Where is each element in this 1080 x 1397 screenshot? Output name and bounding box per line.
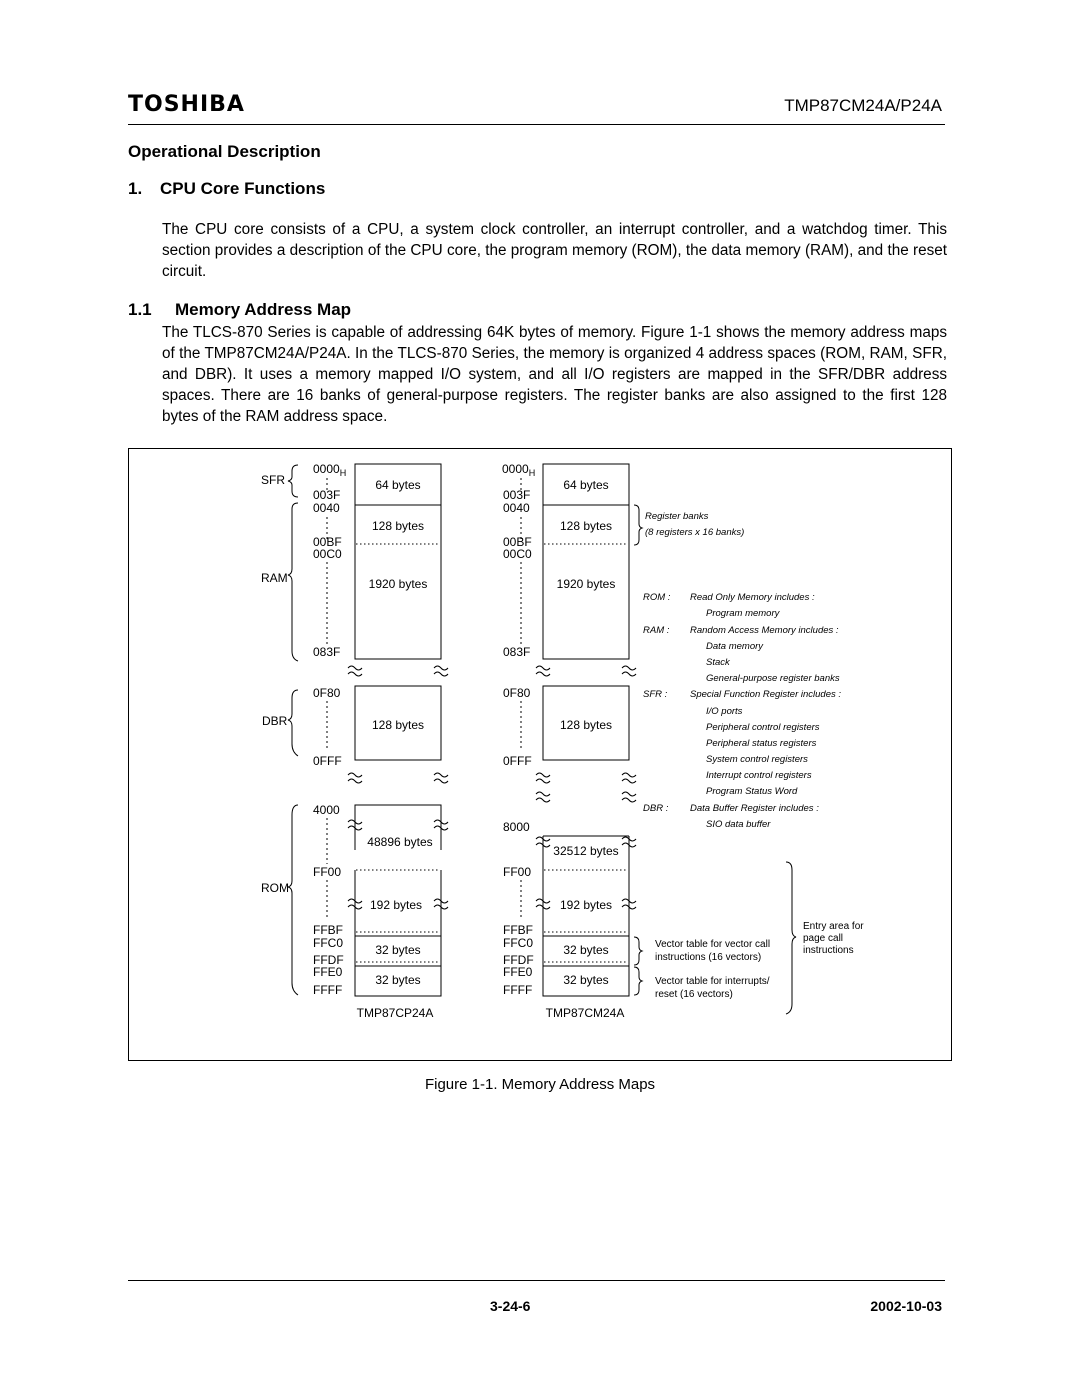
register-banks-brace [634, 505, 642, 545]
addr-8000: 8000 [503, 820, 530, 834]
subsection-title: CPU Core Functions [160, 179, 326, 198]
ram-block [355, 464, 441, 659]
addr-003F: 003F [313, 488, 341, 502]
right-map-name: TMP87CM24A [545, 1006, 625, 1020]
size-32-vector: 32 bytes [375, 943, 421, 957]
legend-ram-desc: Random Access Memory includes : [690, 625, 839, 636]
legend-sfr-item: Peripheral status registers [706, 738, 817, 749]
size-32-interrupt: 32 bytes [563, 973, 609, 987]
addr-003F: 003F [503, 488, 531, 502]
size-rom: 48896 bytes [367, 835, 433, 849]
region-rom-label: ROM [261, 881, 289, 895]
legend-ram-item: General-purpose register banks [706, 673, 840, 684]
subsubsection-title: Memory Address Map [175, 300, 352, 319]
size-128: 128 bytes [371, 519, 425, 533]
ram-block [543, 464, 629, 659]
entry-area-brace [786, 862, 796, 1014]
region-ram-label: RAM [261, 571, 288, 585]
addr-0F80: 0F80 [313, 686, 341, 700]
addr-00BF: 00BF [503, 535, 532, 549]
footer-rule [128, 1280, 945, 1281]
addr-FF00: FF00 [503, 865, 532, 879]
legend-sfr-item: I/O ports [706, 706, 743, 717]
size-32-vector: 32 bytes [563, 943, 609, 957]
addr-FF00: FF00 [313, 865, 342, 879]
memory-legend [643, 592, 841, 830]
legend-ram-key: RAM : [643, 625, 670, 636]
region-sfr-label: SFR [261, 473, 285, 487]
legend-rom-desc: Read Only Memory includes : [690, 592, 815, 603]
left-map-name: TMP87CP24A [356, 1006, 434, 1020]
toshiba-logo: TOSHIBA [128, 92, 245, 117]
addr-FFBF: FFBF [313, 923, 343, 937]
page-number: 3-24-6 [490, 1298, 531, 1314]
region-dbr-label: DBR [262, 714, 288, 728]
addr-FFE0: FFE0 [313, 965, 343, 979]
addr-FFC0: FFC0 [313, 936, 343, 950]
legend-sfr-item: System control registers [706, 754, 808, 765]
legend-ram-item: Data memory [706, 641, 764, 652]
size-dbr: 128 bytes [559, 718, 613, 732]
vector-call-detail: instructions (16 vectors) [655, 952, 762, 963]
register-banks-label: Register banks [645, 511, 709, 522]
legend-rom-item: Program memory [706, 608, 780, 619]
addr-083F: 083F [313, 645, 341, 659]
subsubsection-number: 1.1 [128, 300, 152, 319]
entry-area-label: Entry area for [803, 921, 864, 932]
rom-brace [288, 805, 298, 995]
cpu-core-paragraph: The CPU core consists of a CPU, a system clock controller, an interrupt controller, and a watchdog timer. This section provides a description of the CPU core, the program memory (ROM), the data memory (RAM), and the reset circuit. [162, 221, 947, 280]
sfr-brace [288, 465, 298, 497]
legend-dbr-key: DBR : [643, 803, 669, 814]
addr-00C0: 00C0 [503, 547, 532, 561]
size-1920: 1920 bytes [556, 577, 616, 591]
legend-rom-key: ROM : [643, 592, 671, 603]
register-banks-detail: (8 registers x 16 banks) [645, 527, 745, 538]
legend-ram-item: Stack [706, 657, 730, 668]
document-date: 2002-10-03 [870, 1298, 942, 1314]
subsection-number: 1. [128, 179, 143, 198]
size-rom: 32512 bytes [553, 844, 619, 858]
addr-FFFF: FFFF [503, 983, 533, 997]
size-64: 64 bytes [375, 478, 421, 492]
addr-FFC0: FFC0 [503, 936, 533, 950]
size-192: 192 bytes [559, 898, 613, 912]
legend-sfr-key: SFR : [643, 689, 668, 700]
addr-0040: 0040 [503, 501, 530, 515]
size-192: 192 bytes [369, 898, 423, 912]
size-dbr: 128 bytes [371, 718, 425, 732]
section-title: Operational Description [128, 142, 321, 161]
addr-0FFF: 0FFF [313, 754, 342, 768]
legend-dbr-desc: Data Buffer Register includes : [690, 803, 819, 814]
right-memory-map [502, 462, 636, 1020]
legend-sfr-desc: Special Function Register includes : [690, 689, 842, 700]
vector-interrupt-label: Vector table for interrupts/ [655, 976, 770, 987]
legend-sfr-item: Peripheral control registers [706, 722, 820, 733]
vector-call-label: Vector table for vector call [655, 939, 771, 950]
addr-0F80: 0F80 [503, 686, 531, 700]
addr-0000: $0000_H$ [502, 462, 536, 478]
vector-call-brace [634, 937, 642, 965]
figure-caption: Figure 1-1. Memory Address Maps [424, 1076, 656, 1093]
addr-FFDF: FFDF [503, 953, 534, 967]
addr-FFBF: FFBF [503, 923, 533, 937]
legend-dbr-item: SIO data buffer [706, 819, 771, 830]
entry-area-label: page call [803, 933, 844, 944]
addr-FFDF: FFDF [313, 953, 344, 967]
entry-area-label: instructions [803, 945, 854, 956]
ram-brace [288, 503, 298, 661]
addr-00C0: 00C0 [313, 547, 342, 561]
vector-interrupt-brace [634, 967, 642, 995]
addr-FFFF: FFFF [313, 983, 343, 997]
addr-0040: 0040 [313, 501, 340, 515]
addr-0000: $0000_H$ [313, 462, 347, 478]
addr-083F: 083F [503, 645, 531, 659]
size-1920: 1920 bytes [368, 577, 428, 591]
vector-interrupt-detail: reset (16 vectors) [655, 989, 733, 1000]
legend-sfr-item: Interrupt control registers [706, 770, 812, 781]
memory-map-paragraph: The TLCS-870 Series is capable of addressing 64K bytes of memory. Figure 1-1 shows the memory address maps of the TMP87CM24A/P24A. In the TLCS-870 Series, the memory is organized 4 address spaces (ROM, RAM, SFR, and DBR). It uses a memory mapped I/O system, and all I/O registers are mapped in the SFR/DBR address spaces. There are 16 banks of general-purpose registers. The register banks are also assigned to the first 128 bytes of the RAM address space. [162, 324, 947, 425]
part-number: TMP87CM24A/P24A [784, 96, 942, 115]
legend-sfr-item: Program Status Word [706, 786, 798, 797]
dbr-brace [288, 690, 298, 756]
addr-0FFF: 0FFF [503, 754, 532, 768]
size-64: 64 bytes [563, 478, 609, 492]
addr-4000: 4000 [313, 803, 340, 817]
size-128: 128 bytes [559, 519, 613, 533]
size-32-interrupt: 32 bytes [375, 973, 421, 987]
left-memory-map [313, 462, 448, 1020]
addr-00BF: 00BF [313, 535, 342, 549]
rom-block [543, 836, 629, 996]
addr-FFE0: FFE0 [503, 965, 533, 979]
